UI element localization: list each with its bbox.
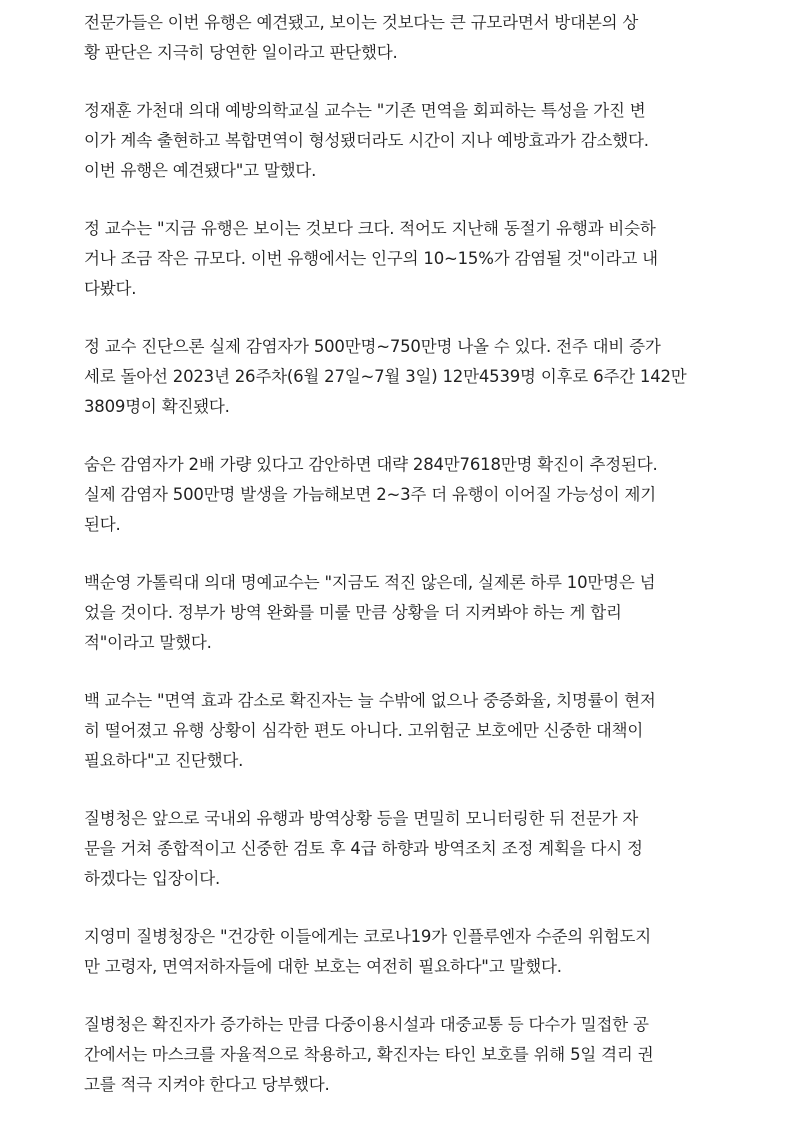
text-line: 다봤다. [84,279,137,298]
text-line: 이가 계속 출현하고 복합면역이 형성됐더라도 시간이 지나 예방효과가 감소했다. [84,131,649,150]
text-line: 질병청은 앞으로 국내외 유행과 방역상황 등을 면밀히 모니터링한 뒤 전문가 자 [84,809,639,828]
text-line: 된다. [84,515,121,534]
paragraph-expert-view [84,8,724,68]
text-line: 질병청은 확진자가 증가하는 만큼 다중이용시설과 대중교통 등 다수가 밀접한 공 [84,1015,649,1034]
paragraph-baek-quote [84,568,724,658]
text-line: 백순영 가톨릭대 의대 명예교수는 "지금도 적진 않은데, 실제론 하루 10만명은 넘 [84,573,656,592]
paragraph-kdca-advice [84,1010,724,1100]
paragraph-infection-estimate [84,332,724,422]
text-line: 정 교수는 "지금 유행은 보이는 것보다 크다. 적어도 지난해 동절기 유행과 비슷하 [84,219,656,238]
text-line: 정 교수 진단으론 실제 감염자가 500만명~750만명 나올 수 있다. 전주 대비 증가 [84,337,661,356]
paragraph-hidden-infections [84,450,724,540]
paragraph-baek-diagnosis [84,686,724,776]
paragraph-jung-quote [84,96,724,186]
text-line: 필요하다"고 진단했다. [84,751,244,770]
paragraph-commissioner-quote [84,922,724,982]
text-line: 간에서는 마스크를 자율적으로 착용하고, 확진자는 타인 보호를 위해 5일 격리 권 [84,1045,654,1064]
paragraph-jung-scale [84,214,724,304]
text-line: 거나 조금 작은 규모다. 이번 유행에서는 인구의 10~15%가 감염될 것"이라고 내 [84,249,658,268]
text-line: 실제 감염자 500만명 발생을 가늠해보면 2~3주 더 유행이 이어질 가능성이 제기 [84,485,656,504]
text-line: 백 교수는 "면역 효과 감소로 확진자는 늘 수밖에 없으나 중증화율, 치명률이 현저 [84,691,656,710]
text-line: 3809명이 확진됐다. [84,397,230,416]
paragraph-kdca-plan [84,804,724,894]
text-line: 전문가들은 이번 유행은 예견됐고, 보이는 것보다는 큰 규모라면서 방대본의 상 [84,13,639,32]
text-line: 지영미 질병청장은 "건강한 이들에게는 코로나19가 인플루엔자 수준의 위험도지 [84,927,651,946]
article-body [84,8,724,1128]
text-line: 적"이라고 말했다. [84,633,212,652]
text-line: 문을 거쳐 종합적이고 신중한 검토 후 4급 하향과 방역조치 조정 계획을 다시 정 [84,839,643,858]
text-line: 정재훈 가천대 의대 예방의학교실 교수는 "기존 면역을 회피하는 특성을 가진 변 [84,101,646,120]
text-line: 만 고령자, 면역저하자들에 대한 보호는 여전히 필요하다"고 말했다. [84,957,562,976]
text-line: 세로 돌아선 2023년 26주차(6월 27일~7월 3일) 12만4539명 이후로 6주간 142만 [84,367,687,386]
text-line: 황 판단은 지극히 당연한 일이라고 판단했다. [84,43,398,62]
text-line: 이번 유행은 예견됐다"고 말했다. [84,161,317,180]
text-line: 고를 적극 지켜야 한다고 당부했다. [84,1075,330,1094]
text-line: 었을 것이다. 정부가 방역 완화를 미룰 만큼 상황을 더 지켜봐야 하는 게 합리 [84,603,622,622]
text-line: 하겠다는 입장이다. [84,869,221,888]
text-line: 히 떨어졌고 유행 상황이 심각한 편도 아니다. 고위험군 보호에만 신중한 대책이 [84,721,644,740]
text-line: 숨은 감염자가 2배 가량 있다고 감안하면 대략 284만7618만명 확진이 추정된다. [84,455,658,474]
